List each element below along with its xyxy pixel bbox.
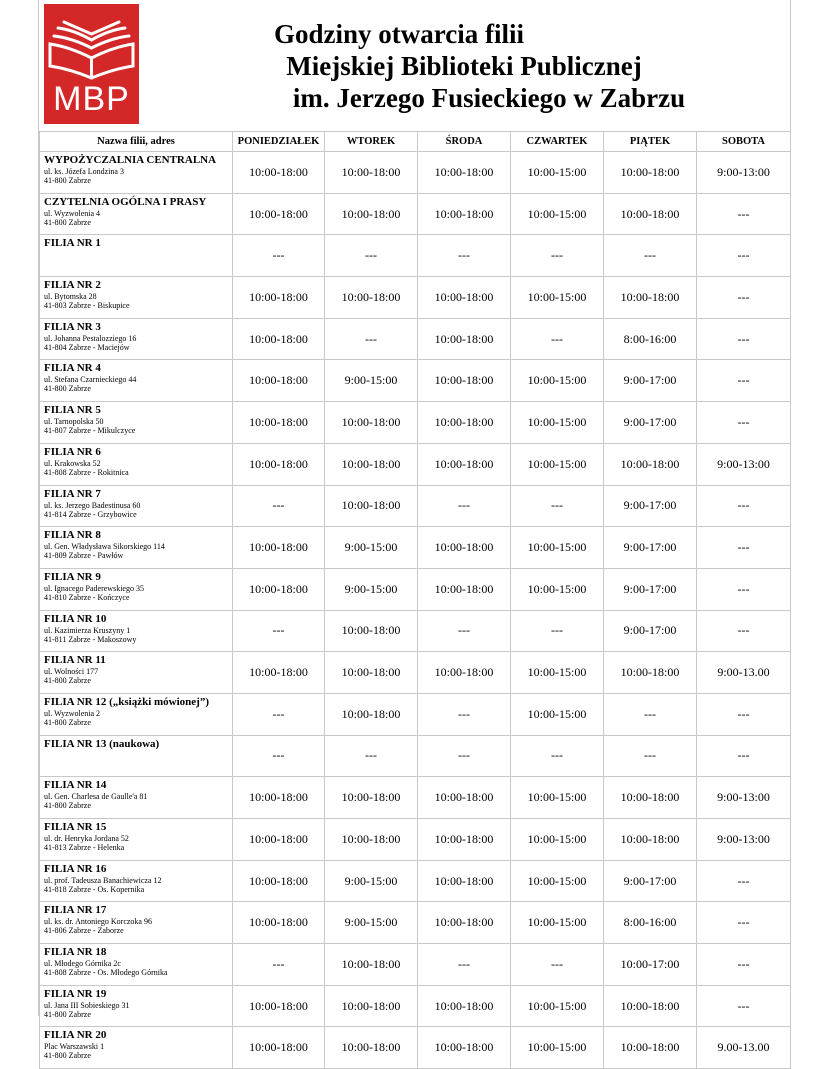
hours-cell: 10:00-18:00 <box>604 985 697 1027</box>
hours-cell: 10:00-15:00 <box>511 152 604 194</box>
hours-cell: 10:00-18:00 <box>233 652 325 694</box>
branch-address-line: 41-806 Zabrze - Zaborze <box>44 926 124 936</box>
hours-cell: --- <box>697 193 791 235</box>
hours-cell: 10:00-18:00 <box>325 1027 418 1069</box>
hours-cell: 10:00-18:00 <box>233 1027 325 1069</box>
branch-address-line: 41-800 Zabrze <box>44 717 91 727</box>
branch-address-line: 41-800 Zabrze <box>44 1009 91 1019</box>
branch-address-line: 41-800 Zabrze <box>44 176 91 185</box>
hours-cell: 10:00-18:00 <box>233 402 325 444</box>
hours-cell: --- <box>604 235 697 277</box>
hours-cell: 9:00-17:00 <box>604 568 697 610</box>
branch-address-line: ul. dr. Henryka Jordana 52 <box>44 834 129 843</box>
hours-cell: 10:00-18:00 <box>233 193 325 235</box>
title-line-3: im. Jerzego Fusieckiego w Zabrzu <box>292 83 686 113</box>
hours-cell: --- <box>418 944 511 986</box>
branch-cell <box>40 985 233 1027</box>
hours-cell: 10:00-15:00 <box>511 193 604 235</box>
branch-address-line: ul. Stefana Czarnieckiego 44 <box>44 375 137 385</box>
hours-cell: --- <box>697 860 791 902</box>
hours-cell: --- <box>697 277 791 319</box>
branch-name: FILIA NR 8 <box>44 529 101 542</box>
hours-cell: 10:00-18:00 <box>418 527 511 569</box>
table-row <box>40 277 791 319</box>
hours-cell: 9:00-15:00 <box>325 860 418 902</box>
hours-cell: --- <box>511 610 604 652</box>
hours-cell: --- <box>697 485 791 527</box>
branch-cell <box>40 902 233 944</box>
hours-cell: --- <box>697 402 791 444</box>
hours-cell: 10:00-18:00 <box>325 402 418 444</box>
table-row <box>40 152 791 194</box>
table-row <box>40 485 791 527</box>
hours-cell: --- <box>418 235 511 277</box>
table-row <box>40 568 791 610</box>
column-header-tuesday: WTOREK <box>325 132 418 152</box>
branch-cell <box>40 152 233 194</box>
branch-address-line: 41-803 Zabrze - Biskupice <box>44 301 130 311</box>
branch-address-line: ul. Gen. Władysława Sikorskiego 114 <box>44 542 165 552</box>
hours-cell: 10:00-18:00 <box>604 819 697 861</box>
table-row <box>40 527 791 569</box>
branch-cell <box>40 277 233 319</box>
branch-name: FILIA NR 20 <box>44 1029 107 1042</box>
branch-address-line: 41-818 Zabrze - Os. Kopernika <box>44 884 145 894</box>
branch-name: FILIA NR 15 <box>44 821 107 833</box>
branch-name: FILIA NR 18 <box>44 946 107 959</box>
table-row <box>40 652 791 694</box>
branch-name: FILIA NR 19 <box>44 987 107 1000</box>
branch-address-line: 41-800 Zabrze <box>44 801 91 811</box>
hours-cell: 10:00-15:00 <box>511 860 604 902</box>
table-header-row <box>40 132 791 152</box>
branch-name: FILIA NR 17 <box>44 904 107 917</box>
branch-name: FILIA NR 9 <box>44 570 101 583</box>
hours-cell: --- <box>418 693 511 735</box>
hours-cell: 10:00-18:00 <box>233 819 325 861</box>
hours-cell: 10:00-15:00 <box>511 360 604 402</box>
branch-cell <box>40 318 233 360</box>
hours-cell: 9:00-13:00 <box>697 819 791 861</box>
hours-cell: 10:00-18:00 <box>604 152 697 194</box>
branch-name: WYPOŻYCZALNIA CENTRALNA <box>44 154 217 166</box>
branch-cell <box>40 610 233 652</box>
table-row <box>40 1027 791 1069</box>
hours-cell: 9:00-13:00 <box>697 443 791 485</box>
table-row <box>40 443 791 485</box>
table-row <box>40 360 791 402</box>
branch-name: FILIA NR 16 <box>44 862 107 875</box>
column-header-monday: PONIEDZIAŁEK <box>233 132 325 152</box>
branch-name: FILIA NR 13 (naukowa) <box>44 737 160 750</box>
hours-cell: --- <box>233 610 325 652</box>
hours-cell: 10:00-18:00 <box>325 777 418 819</box>
branch-address-line: 41-800 Zabrze <box>44 217 91 227</box>
branch-address-line: 41-808 Zabrze - Os. Młodego Górnika <box>44 968 168 978</box>
hours-cell: 10:00-18:00 <box>418 402 511 444</box>
table-row <box>40 193 791 235</box>
hours-cell: 10:00-18:00 <box>233 902 325 944</box>
hours-cell: --- <box>418 610 511 652</box>
branch-cell <box>40 944 233 986</box>
column-header-thursday: CZWARTEK <box>511 132 604 152</box>
branch-cell <box>40 860 233 902</box>
branch-address-line: ul. Młodego Górnika 2c <box>44 959 121 969</box>
branch-address-line: ul. Gen. Charlesa de Gaulle'a 81 <box>44 792 148 802</box>
hours-cell: 9:00-17:00 <box>604 527 697 569</box>
hours-cell: 10:00-15:00 <box>511 1027 604 1069</box>
table-row <box>40 318 791 360</box>
hours-cell: 10:00-18:00 <box>233 152 325 194</box>
hours-cell: 10:00-18:00 <box>604 777 697 819</box>
branch-address-line: ul. prof. Tadeusza Banachiewicza 12 <box>44 875 162 885</box>
hours-cell: 10:00-18:00 <box>233 527 325 569</box>
hours-cell: 9:00-17:00 <box>604 402 697 444</box>
table-row <box>40 944 791 986</box>
hours-cell: --- <box>418 735 511 777</box>
hours-cell: 10:00-18:00 <box>233 443 325 485</box>
column-header-wednesday: ŚRODA <box>418 132 511 152</box>
hours-cell: --- <box>511 735 604 777</box>
branch-address-line: ul. ks. Józefa Londzina 3 <box>44 167 124 176</box>
hours-cell: 10:00-18:00 <box>418 193 511 235</box>
branch-name: FILIA NR 2 <box>44 279 101 292</box>
branch-cell <box>40 485 233 527</box>
hours-cell: 10:00-18:00 <box>325 277 418 319</box>
hours-cell: 10:00-18:00 <box>418 1027 511 1069</box>
hours-cell: --- <box>697 318 791 360</box>
hours-cell: --- <box>325 735 418 777</box>
hours-cell: --- <box>233 944 325 986</box>
hours-cell: 10:00-18:00 <box>233 860 325 902</box>
logo-text: MBP <box>53 80 130 118</box>
hours-cell: --- <box>604 693 697 735</box>
hours-cell: 10:00-18:00 <box>233 568 325 610</box>
hours-cell: 9:00-17:00 <box>604 485 697 527</box>
hours-cell: 9:00-15:00 <box>325 360 418 402</box>
hours-cell: --- <box>697 235 791 277</box>
hours-cell: --- <box>511 485 604 527</box>
branch-address-line: ul. Tarnopolska 50 <box>44 417 104 427</box>
hours-cell: 10:00-18:00 <box>418 777 511 819</box>
hours-cell: 10:00-18:00 <box>418 902 511 944</box>
title-line-1: Godziny otwarcia filii <box>274 19 524 49</box>
branch-address-line: 41-808 Zabrze - Rokitnica <box>44 467 129 477</box>
hours-cell: --- <box>418 485 511 527</box>
hours-cell: --- <box>697 944 791 986</box>
hours-cell: 10:00-18:00 <box>418 819 511 861</box>
hours-cell: --- <box>325 318 418 360</box>
table-row <box>40 610 791 652</box>
hours-cell: 9:00-17:00 <box>604 860 697 902</box>
page-title <box>149 18 789 114</box>
branch-address-line: ul. ks. dr. Antoniego Korczoka 96 <box>44 917 152 927</box>
table-row <box>40 985 791 1027</box>
hours-cell: 10:00-15:00 <box>511 693 604 735</box>
table-row <box>40 777 791 819</box>
branch-cell <box>40 1027 233 1069</box>
hours-cell: 10:00-18:00 <box>325 693 418 735</box>
hours-cell: 10:00-15:00 <box>511 277 604 319</box>
hours-cell: 9:00-15:00 <box>325 902 418 944</box>
hours-cell: 10:00-15:00 <box>511 902 604 944</box>
table-row <box>40 860 791 902</box>
branch-cell <box>40 693 233 735</box>
branch-address-line: 41-800 Zabrze <box>44 676 91 686</box>
column-header-branch: Nazwa filii, adres <box>40 132 233 152</box>
branch-address-line: ul. ks. Jerzego Badestinusa 60 <box>44 500 141 510</box>
branch-cell <box>40 193 233 235</box>
hours-cell: 10:00-15:00 <box>511 402 604 444</box>
branch-address-line: ul. Johanna Pestalozziego 16 <box>44 333 137 343</box>
branch-name: FILIA NR 3 <box>44 320 101 333</box>
hours-cell: --- <box>697 360 791 402</box>
hours-cell: --- <box>697 568 791 610</box>
hours-cell: 10:00-18:00 <box>418 985 511 1027</box>
hours-cell: 10:00-18:00 <box>325 152 418 194</box>
hours-cell: 8:00-16:00 <box>604 318 697 360</box>
hours-cell: 10:00-18:00 <box>325 485 418 527</box>
hours-cell: 10:00-15:00 <box>511 777 604 819</box>
branch-address-line: 41-800 Zabrze <box>44 384 91 394</box>
hours-cell: 10:00-18:00 <box>418 277 511 319</box>
branch-name: FILIA NR 7 <box>44 487 101 500</box>
hours-cell: 9.00-13.00 <box>697 1027 791 1069</box>
table-row <box>40 693 791 735</box>
branch-address-line: ul. Jana III Sobieskiego 31 <box>44 1000 130 1010</box>
hours-cell: 10:00-18:00 <box>604 652 697 694</box>
branch-cell <box>40 360 233 402</box>
hours-cell: 10:00-18:00 <box>418 652 511 694</box>
hours-cell: 10:00-15:00 <box>511 652 604 694</box>
mbp-logo <box>44 4 139 124</box>
hours-cell: --- <box>511 318 604 360</box>
hours-cell: 10:00-15:00 <box>511 819 604 861</box>
hours-cell: 10:00-18:00 <box>233 985 325 1027</box>
branch-address-line: 41-809 Zabrze - Pawłów <box>44 551 124 561</box>
branch-address-line: 41-811 Zabrze - Makoszowy <box>44 634 137 644</box>
branch-cell <box>40 527 233 569</box>
branch-address-line: 41-804 Zabrze - Maciejów <box>44 342 130 352</box>
hours-cell: --- <box>697 610 791 652</box>
hours-cell: 9:00-17:00 <box>604 360 697 402</box>
branch-address-line: Plac Warszawski 1 <box>44 1042 105 1052</box>
branch-address-line: 41-810 Zabrze - Kończyce <box>44 592 130 602</box>
hours-cell: --- <box>511 944 604 986</box>
branch-name: FILIA NR 14 <box>44 779 107 792</box>
branch-address-line: 41-814 Zabrze - Grzybowice <box>44 509 137 519</box>
hours-cell: 10:00-18:00 <box>325 193 418 235</box>
branch-address-line: 41-813 Zabrze - Helenka <box>44 843 125 852</box>
branch-address-line: ul. Ignacego Paderewskiego 35 <box>44 583 144 593</box>
branch-address-line: ul. Wyzwolenia 2 <box>44 708 101 718</box>
hours-cell: 10:00-18:00 <box>418 360 511 402</box>
branch-cell <box>40 443 233 485</box>
branch-name: CZYTELNIA OGÓLNA I PRASY <box>44 195 207 208</box>
hours-cell: 10:00-15:00 <box>511 568 604 610</box>
branch-cell <box>40 235 233 277</box>
hours-cell: 10:00-17:00 <box>604 944 697 986</box>
hours-cell: 10:00-18:00 <box>418 568 511 610</box>
branch-name: FILIA NR 1 <box>44 237 101 250</box>
hours-cell: --- <box>697 985 791 1027</box>
branch-cell <box>40 777 233 819</box>
branch-name: FILIA NR 5 <box>44 404 101 417</box>
hours-cell: 9:00-13:00 <box>697 777 791 819</box>
branch-cell <box>40 402 233 444</box>
title-line-2: Miejskiej Biblioteki Publicznej <box>286 51 642 81</box>
hours-cell: 10:00-18:00 <box>233 360 325 402</box>
hours-cell: --- <box>233 485 325 527</box>
hours-cell: 9:00-15:00 <box>325 568 418 610</box>
branch-address-line: ul. Wolności 177 <box>44 667 99 677</box>
hours-cell: 10:00-18:00 <box>325 819 418 861</box>
branch-name: FILIA NR 11 <box>44 654 106 667</box>
branch-cell <box>40 568 233 610</box>
opening-hours-table <box>39 131 791 1069</box>
hours-cell: 8:00-16:00 <box>604 902 697 944</box>
branch-name: FILIA NR 12 („książki mówionej”) <box>44 695 210 708</box>
hours-cell: 9:00-13.00 <box>697 652 791 694</box>
hours-cell: 10:00-18:00 <box>325 652 418 694</box>
branch-name: FILIA NR 4 <box>44 362 101 375</box>
table-row <box>40 402 791 444</box>
hours-cell: 10:00-15:00 <box>511 527 604 569</box>
hours-cell: --- <box>697 527 791 569</box>
hours-cell: 10:00-18:00 <box>418 318 511 360</box>
branch-address-line: ul. Kazimierza Kruszyny 1 <box>44 625 131 635</box>
hours-cell: 10:00-18:00 <box>325 985 418 1027</box>
hours-cell: --- <box>697 902 791 944</box>
branch-name: FILIA NR 10 <box>44 612 107 625</box>
hours-cell: 10:00-18:00 <box>418 443 511 485</box>
hours-cell: 10:00-15:00 <box>511 985 604 1027</box>
hours-cell: --- <box>325 235 418 277</box>
hours-cell: 10:00-18:00 <box>233 777 325 819</box>
hours-cell: 10:00-18:00 <box>325 443 418 485</box>
table-row <box>40 235 791 277</box>
hours-cell: 10:00-18:00 <box>233 277 325 319</box>
hours-cell: --- <box>697 693 791 735</box>
hours-cell: --- <box>233 693 325 735</box>
table-row <box>40 735 791 777</box>
hours-cell: 10:00-18:00 <box>418 860 511 902</box>
hours-cell: 10:00-18:00 <box>325 610 418 652</box>
hours-cell: 10:00-15:00 <box>511 443 604 485</box>
branch-cell <box>40 735 233 777</box>
hours-cell: 9:00-13:00 <box>697 152 791 194</box>
branch-address-line: ul. Bytomska 28 <box>44 292 97 302</box>
branch-address-line: 41-807 Zabrze - Mikulczyce <box>44 426 136 436</box>
hours-cell: 9:00-15:00 <box>325 527 418 569</box>
branch-address-line: ul. Krakowska 52 <box>44 458 101 468</box>
branch-address-line: 41-800 Zabrze <box>44 1051 91 1061</box>
table-row <box>40 819 791 861</box>
hours-cell: 10:00-18:00 <box>604 443 697 485</box>
table-row <box>40 902 791 944</box>
branch-address-line: ul. Wyzwolenia 4 <box>44 208 101 218</box>
hours-cell: 10:00-18:00 <box>604 277 697 319</box>
hours-cell: --- <box>604 735 697 777</box>
hours-cell: 10:00-18:00 <box>604 1027 697 1069</box>
hours-cell: --- <box>233 235 325 277</box>
hours-cell: --- <box>233 735 325 777</box>
hours-cell: 9:00-17:00 <box>604 610 697 652</box>
branch-name: FILIA NR 6 <box>44 445 101 458</box>
hours-cell: --- <box>697 735 791 777</box>
hours-cell: 10:00-18:00 <box>325 944 418 986</box>
schedule-page <box>38 0 791 1061</box>
hours-cell: 10:00-18:00 <box>233 318 325 360</box>
column-header-saturday: SOBOTA <box>697 132 791 152</box>
column-header-friday: PIĄTEK <box>604 132 697 152</box>
branch-cell <box>40 652 233 694</box>
hours-cell: 10:00-18:00 <box>604 193 697 235</box>
branch-cell <box>40 819 233 861</box>
hours-cell: 10:00-18:00 <box>418 152 511 194</box>
hours-cell: --- <box>511 235 604 277</box>
